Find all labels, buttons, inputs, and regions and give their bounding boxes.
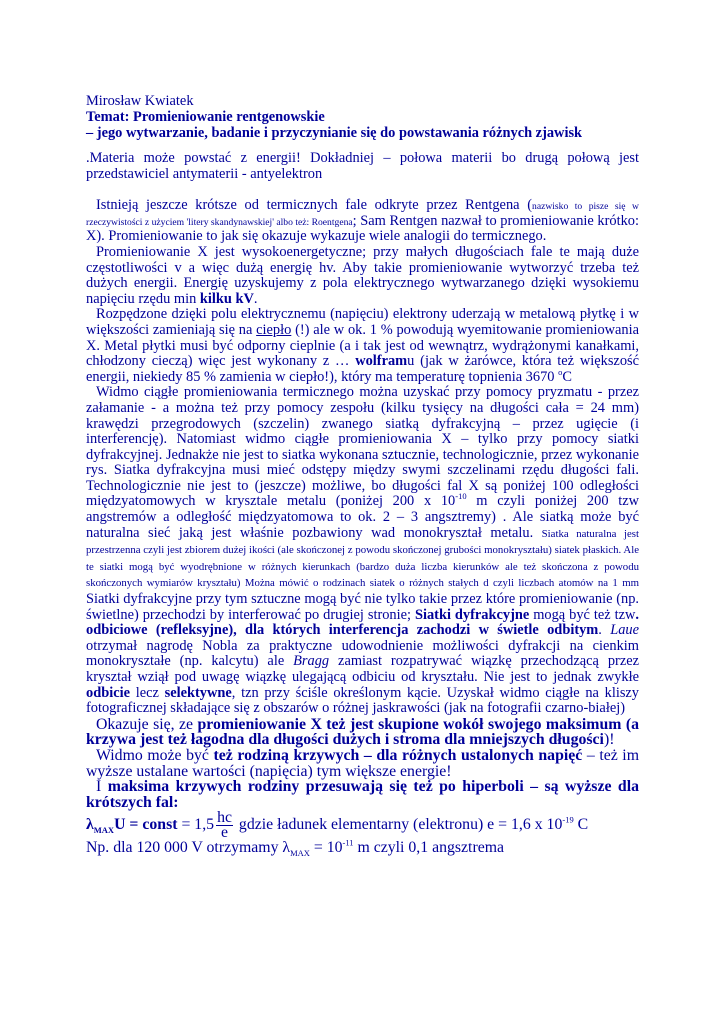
example-text-c: m czyli 0,1 angsztrema xyxy=(353,839,505,857)
intro-paragraph: .Materia może powstać z energii! Dokładniej – połowa materii bo drugą połową jest przedstawiciel antymaterii - antyelektron xyxy=(86,150,639,182)
p2-bold: kilku kV xyxy=(199,290,254,307)
example-line xyxy=(86,838,639,859)
example-sub: MAX xyxy=(290,848,310,859)
p1-note: nazwisko to pisze się w rzeczywistości z użyciem 'litery skandynawskiej' albo też: Roentgena xyxy=(86,201,639,228)
p4-text-e: . xyxy=(598,622,611,639)
p4-bold-2: . odbiciowe (refleksyjne), dla których interferencja zachodzi w świetle odbitym xyxy=(86,606,639,639)
p7-bold: maksima krzywych rodziny przesuwają się też po hiperboli – są wyższe dla krótszych fal: xyxy=(86,778,639,811)
formula-text-b: gdzie ładunek elementarny (elektronu) e = 1,6 x 10 xyxy=(234,816,563,834)
p3-degree: o xyxy=(558,366,563,377)
p4-bold-4: selektywne xyxy=(164,684,232,701)
p3-text-a: Rozpędzone dzięki polu elektrycznemu (napięciu) elektrony uderzają w metalową płytkę i w większości zamieniają się na xyxy=(86,306,639,338)
formula-lambda: λ xyxy=(86,816,94,834)
author-name: Mirosław Kwiatek xyxy=(86,93,194,109)
document-body xyxy=(86,150,640,859)
p4-text-a: Widmo ciągłe promieniowania termicznego można uzyskać przy pomocy pryzmatu - przez załamanie - a można też przy pomocy zespołu (kilku tysięcy na długości cała = 24 mm) krawędzi przegrodowych (szczelin) zwanego siatką dyfrakcyjną – przez ugięcie (i interferencję). Natomiast widmo ciągłe promieniowania X – tylko przy pomocy siatki dyfrakcyjnej. Jednakże nie jest to siatka wykonana sztucznie, technologicznie, przez wykonanie rys. Siatka dyfrakcyjna musi mieć odstępy między swymi szczelinami rzędu długości fali. Technologicznie nie jest to (jeszcze) możliwe, bo długości fal X są poniżej 100 odległości międzyatomowych w krysztale metalu (poniżej 200 x 10 xyxy=(86,384,639,510)
p7-text-a: I xyxy=(96,778,108,796)
p3-text-b: (!) ale w ok. 1 % powodują wyemitowanie promieniowania X. Metal płytki musi być odporny cieplnie (a i tak jest od wewnątrz, wydrążonymi kanałkami, chłodzony cieczą) więc jest wykonany z … xyxy=(86,321,640,370)
p4-note: Siatka naturalna jest przestrzenna czyli jest zbiorem dużej ikości (ale skończonej z powodu skończonej grubości monokryształu) siatek płaskich. Ale te siatki mogą być wyodrębnione w różnych kierunkach (bardzo duża liczba kierunków ale też skończona z powodu skończonych wymiarów kryształu) Można mówić o rodzinach siatek o różnych stałych d czyli liczbach atomów na 1 mm xyxy=(86,527,639,590)
example-sup: -11 xyxy=(342,838,354,849)
document-title: Temat: Promieniowanie rentgenowskie xyxy=(86,109,325,125)
paragraph-curves xyxy=(86,748,639,779)
p1-text-b: ; Sam Rentgen nazwał to promieniowanie krótko: X). Promieniowanie to jak się okazuje wykazuje wiele analogii do termicznego. xyxy=(86,212,639,245)
p5-text-b: )! xyxy=(603,731,615,749)
p4-text-h: lecz xyxy=(129,684,165,701)
p4-text-d: mogą być też tzw xyxy=(529,606,636,623)
paragraph-maximum xyxy=(86,717,639,748)
p6-text-b: – też im wyższe ustalane wartości (napięcia) tym większe energie! xyxy=(86,746,639,780)
formula-line xyxy=(86,810,639,840)
p3-text-c: u (jak w żarówce, która też większość energii, niekiedy 85 % zamienia w ciepło!), który ma temperaturę topnienia 3670 xyxy=(86,353,639,385)
p3-underline: ciepło xyxy=(256,321,292,338)
p2-text-a: Promieniowanie X jest wysokoenergetyczne; przy małych długościach fale te mają duże częstotliwości v a więc dużą energię hv. Aby takie promieniowanie wytworzyć trzeba też dużych energii. Energię uzyskujemy z pola elektrycznego wytwarzanego dzięki wysokiemu napięciu rzędu min xyxy=(86,243,639,307)
p5-bold: promieniowanie X też jest skupione wokół swojego maksimum (a krzywa jest też łagodna dla długości dużych i stroma dla mniejszych długości xyxy=(86,715,639,749)
formula-numerator: hc xyxy=(217,809,232,827)
p4-bold-1: Siatki dyfrakcyjne xyxy=(414,606,530,623)
p5-text-a: Okazuje się, ze xyxy=(96,715,198,733)
p4-italic-2: Bragg xyxy=(293,653,330,670)
paragraph-hyperbola xyxy=(86,779,639,810)
document-subtitle: – jego wytwarzanie, badanie i przyczynianie się do powstawania różnych zjawisk xyxy=(86,125,583,141)
paragraph-spectrum xyxy=(86,385,639,716)
p4-text-g: zamiast rozpatrywać wiązkę przechodzącą przez kryształ wziął pod uwagę wiązkę ulegającą odbiciu od kryształu. Nie jest to jednak zwykłe xyxy=(86,653,639,685)
p6-bold: też rodziną krzywych – dla różnych ustalonych napięć xyxy=(213,746,583,764)
paragraph-rentgen xyxy=(86,198,639,245)
example-text-a: Np. dla 120 000 V otrzymamy λ xyxy=(86,839,291,857)
p3-bold: wolfram xyxy=(355,353,408,370)
p4-italic-1: Laue xyxy=(610,622,639,639)
p4-text-c: Siatki dyfrakcyjne przy tym sztuczne mogą być nie tylko takie przez które promieniowanie (np. świetlne) przechodzi by interferować po drugiej stronie; xyxy=(86,591,639,623)
paragraph-energy xyxy=(86,245,639,307)
formula-denominator: e xyxy=(221,824,229,842)
p3-text-d: C xyxy=(562,368,572,385)
p4-sup: -10 xyxy=(455,491,467,502)
p4-text-f: otrzymał nagrodę Nobla za praktyczne udowodnienie możliwości dyfrakcji na cienkim monokryształe (np. kalcytu) ale xyxy=(86,637,639,670)
p2-text-b: . xyxy=(253,290,258,307)
p4-text-b: m czyli poniżej 200 tzw angstremów a odległość międzyatomowa to ok. 2 – 3 angsztremy) . Ale siatką może być naturalna sieć jaką jest właśnie pozbawiony wad monokryształ metalu. xyxy=(86,493,639,541)
formula-text-c: C xyxy=(573,816,589,834)
formula-lambda-sub: MAX xyxy=(93,825,115,836)
p4-bold-3: odbicie xyxy=(86,684,130,701)
formula-bold: U = const xyxy=(114,816,178,834)
paragraph-electrons xyxy=(86,307,639,385)
p6-text-a: Widmo może być xyxy=(96,746,214,764)
example-text-b: = 10 xyxy=(309,839,343,857)
formula-text-a: = 1,5 xyxy=(177,816,215,834)
p4-text-i: , tzn przy ściśle określonym kącie. Uzyskał widmo ciągłe na kliszy fotograficznej składające się z obszarów o różnej jaskrawości (jak na fotografii czarno-białej) xyxy=(86,684,639,717)
formula-fraction xyxy=(216,811,233,840)
formula-sup: -19 xyxy=(562,815,574,826)
p1-text-a: Istnieją jeszcze krótsze od termicznych fale odkryte przez Rentgena ( xyxy=(96,197,533,214)
